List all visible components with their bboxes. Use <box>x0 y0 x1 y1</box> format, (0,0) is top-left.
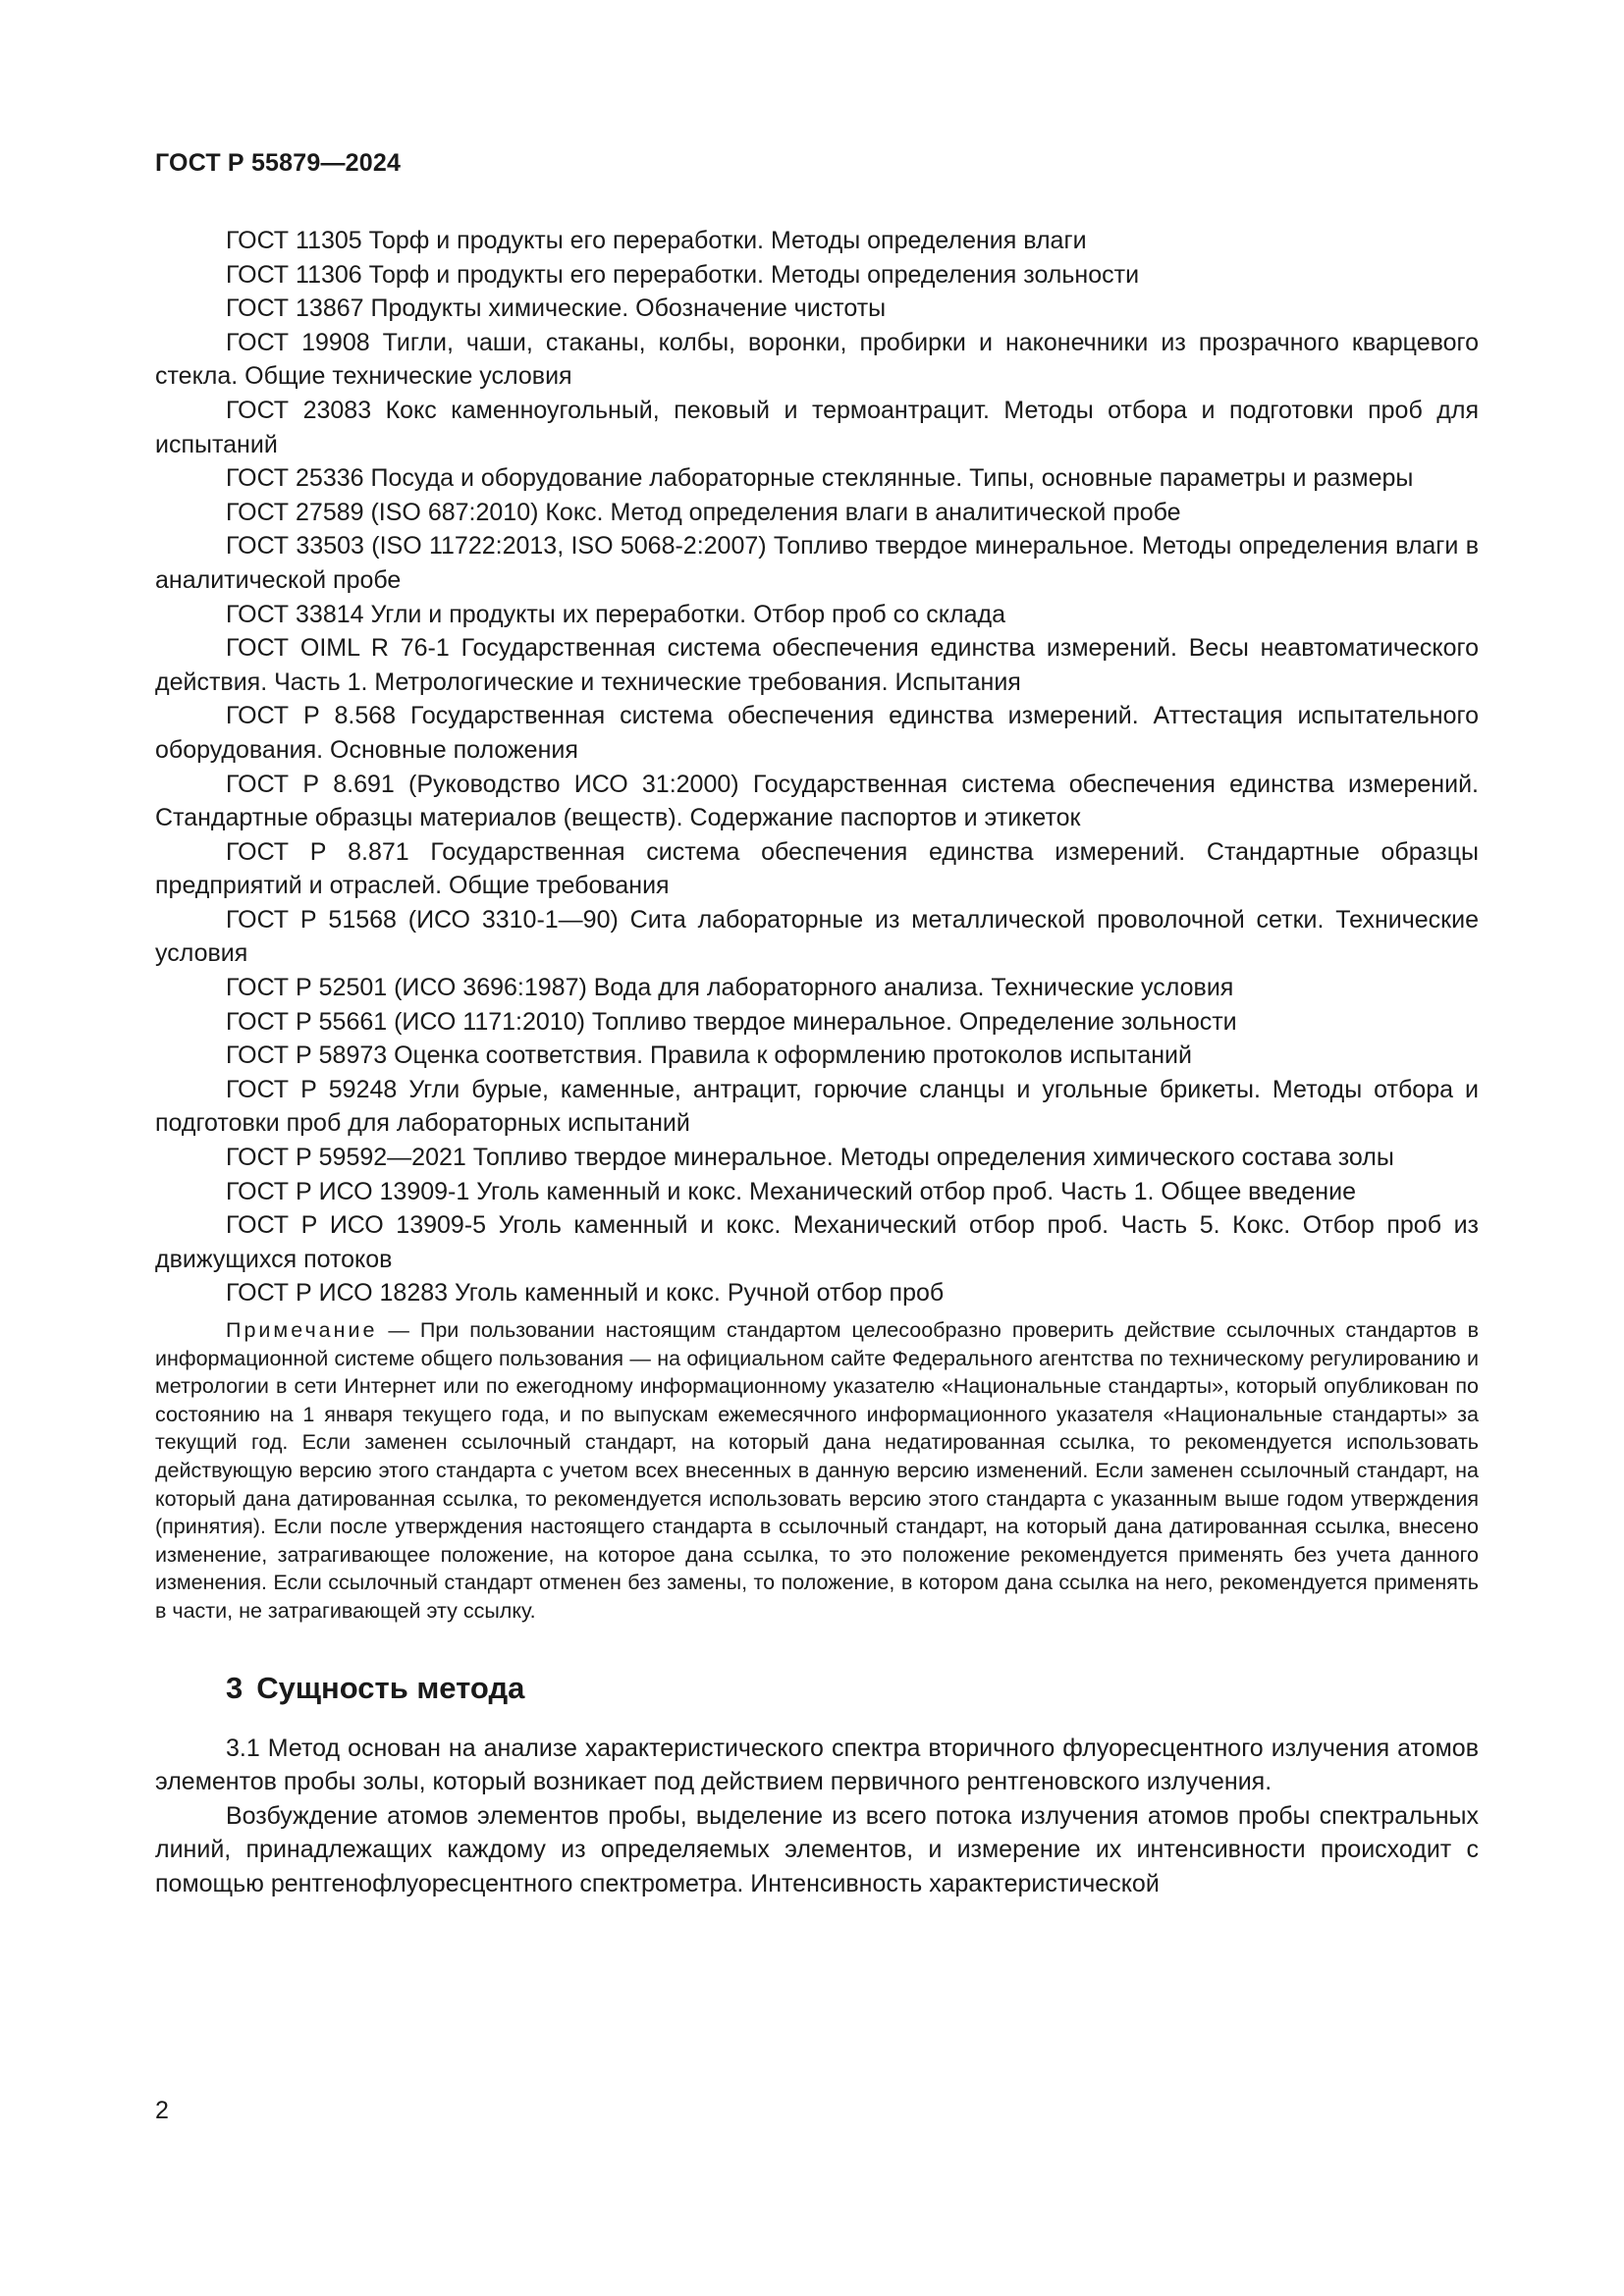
reference-item: ГОСТ Р 55661 (ИСО 1171:2010) Топливо твердое минеральное. Определение зольности <box>226 1007 1237 1036</box>
note-text: — При пользовании настоящим стандартом целесообразно проверить действие ссылочных стандартов в информационной системе общего пользования — на официальном сайте Федерального агентства по техническому регулированию и метрологии в сети Интернет или по ежегодному информационному указателю «Национальные стандарты», который опубликован по состоянию на 1 января текущего года, и по выпускам ежемесячного информационного указателя «Национальные стандарты» за текущий год. Если заменен ссылочный стандарт, на который дана недатированная ссылка, то рекомендуется использовать действующую версию этого стандарта с учетом всех внесенных в данную версию изменений. Если заменен ссылочный стандарт, на который дана датированная ссылка, то рекомендуется использовать версию этого стандарта с указанным выше годом утверждения (принятия). Если после утверждения настоящего стандарта в ссылочный стандарт, на который дана датированная ссылка, внесено изменение, затрагивающее положение, на которое дана ссылка, то это положение рекомендуется применять без учета данного изменения. Если ссылочный стандарт отменен без замены, то положение, в котором дана ссылка на него, рекомендуется применять в части, не затрагивающей эту ссылку. <box>155 1318 1479 1623</box>
reference-item: ГОСТ Р ИСО 13909-5 Уголь каменный и кокс. Механический отбор проб. Часть 5. Кокс. Отбор проб из движущихся потоков <box>155 1211 1479 1273</box>
section-title: Сущность метода <box>256 1670 525 1705</box>
reference-item: ГОСТ Р 59248 Угли бурые, каменные, антрацит, горючие сланцы и угольные брикеты. Методы отбора и подготовки проб для лабораторных испытаний <box>155 1075 1479 1138</box>
reference-item: ГОСТ Р 59592—2021 Топливо твердое минеральное. Методы определения химического состава золы <box>226 1144 1394 1172</box>
reference-item: ГОСТ OIML R 76-1 Государственная система обеспечения единства измерений. Весы неавтоматического действия. Часть 1. Метрологические и технические требования. Испытания <box>155 634 1479 696</box>
reference-item: ГОСТ Р ИСО 18283 Уголь каменный и кокс. Ручной отбор проб <box>226 1279 945 1308</box>
document-header: ГОСТ Р 55879—2024 <box>155 149 402 177</box>
references-list <box>155 224 1479 1310</box>
reference-item: ГОСТ 23083 Кокс каменноугольный, пековый и термоантрацит. Методы отбора и подготовки проб для испытаний <box>155 396 1479 458</box>
reference-item: ГОСТ Р 52501 (ИСО 3696:1987) Вода для лабораторного анализа. Технические условия <box>226 974 1234 1002</box>
reference-item: ГОСТ 19908 Тигли, чаши, стаканы, колбы, воронки, пробирки и наконечники из прозрачного кварцевого стекла. Общие технические условия <box>155 328 1479 391</box>
reference-item: ГОСТ 33503 (ISO 11722:2013, ISO 5068-2:2007) Топливо твердое минеральное. Методы определения влаги в аналитической пробе <box>155 532 1479 594</box>
reference-item: ГОСТ Р 8.691 (Руководство ИСО 31:2000) Государственная система обеспечения единства измерений. Стандартные образцы материалов (веществ). Содержание паспортов и этикеток <box>155 770 1479 832</box>
page-content <box>155 224 1479 1901</box>
reference-item: ГОСТ 25336 Посуда и оборудование лабораторные стеклянные. Типы, основные параметры и размеры <box>226 464 1414 493</box>
reference-item: ГОСТ Р 8.871 Государственная система обеспечения единства измерений. Стандартные образцы предприятий и отраслей. Общие требования <box>155 837 1479 900</box>
reference-item: ГОСТ 27589 (ISO 687:2010) Кокс. Метод определения влаги в аналитической пробе <box>226 498 1181 526</box>
note-paragraph <box>155 1316 1479 1626</box>
reference-item: ГОСТ 33814 Угли и продукты их переработки. Отбор проб со склада <box>226 600 1005 628</box>
reference-item: ГОСТ 11306 Торф и продукты его переработки. Методы определения зольности <box>226 260 1140 289</box>
reference-item: ГОСТ 13867 Продукты химические. Обозначение чистоты <box>226 294 887 323</box>
section-paragraph: 3.1 Метод основан на анализе характеристического спектра вторичного флуоресцентного излучения атомов элементов пробы золы, который возникает под действием первичного рентгеновского излучения. <box>155 1734 1479 1796</box>
section-heading <box>155 1671 1479 1706</box>
section-number: 3 <box>226 1670 244 1705</box>
reference-item: ГОСТ Р 8.568 Государственная система обеспечения единства измерений. Аттестация испытательного оборудования. Основные положения <box>155 702 1479 764</box>
page-number: 2 <box>155 2097 169 2124</box>
reference-item: ГОСТ 11305 Торф и продукты его переработки. Методы определения влаги <box>226 227 1087 254</box>
reference-item: ГОСТ Р ИСО 13909-1 Уголь каменный и кокс. Механический отбор проб. Часть 1. Общее введение <box>226 1177 1356 1205</box>
section-paragraph: Возбуждение атомов элементов пробы, выделение из всего потока излучения атомов пробы спектральных линий, принадлежащих каждому из определяемых элементов, и измерение их интенсивности происходит с помощью рентгенофлуоресцентного спектрометра. Интенсивность характеристической <box>155 1801 1479 1897</box>
reference-item: ГОСТ Р 51568 (ИСО 3310-1—90) Сита лабораторные из металлической проволочной сетки. Технические условия <box>155 905 1479 968</box>
note-label: Примечание <box>226 1318 378 1342</box>
reference-item: ГОСТ Р 58973 Оценка соответствия. Правила к оформлению протоколов испытаний <box>226 1041 1192 1070</box>
